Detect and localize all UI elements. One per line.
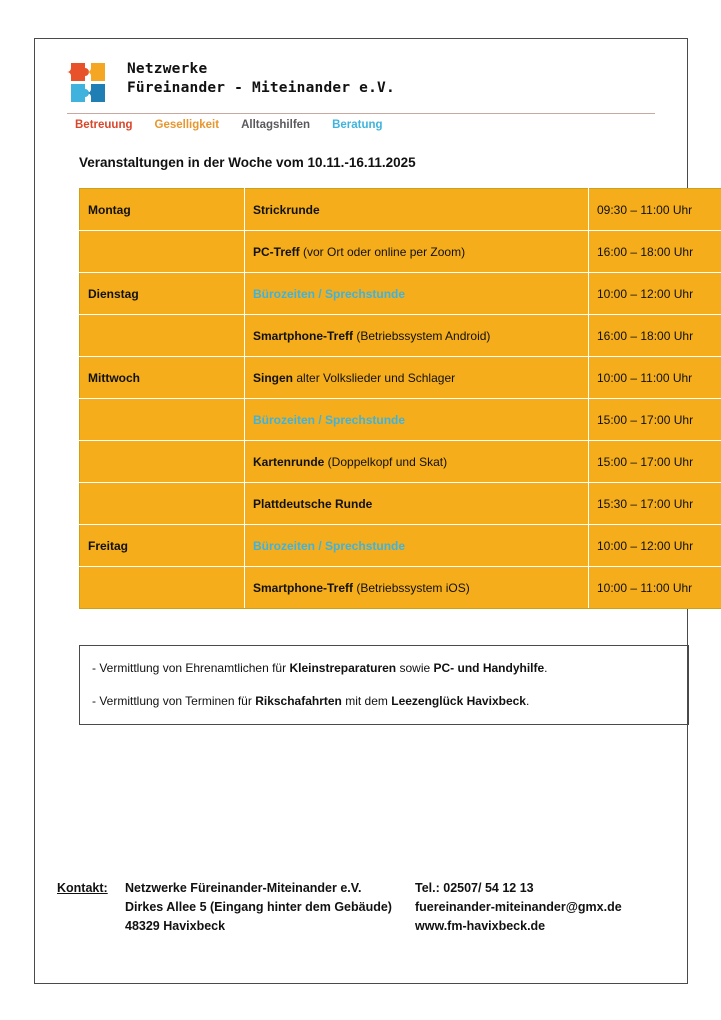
note2-part2: mit dem — [341, 694, 392, 708]
row-time: 16:00 – 18:00 Uhr — [589, 231, 721, 273]
row-event-bold: Bürozeiten / Sprechstunde — [253, 538, 406, 553]
org-name-line2: Füreinander - Miteinander e.V. — [127, 80, 395, 96]
contact-block — [57, 879, 622, 936]
row-event-bold: Plattdeutsche Runde — [253, 496, 373, 511]
contact-address-line1: Netzwerke Füreinander-Miteinander e.V. — [125, 881, 362, 895]
note1-bold1: Kleinstreparaturen — [289, 661, 397, 675]
row-day — [80, 315, 245, 357]
row-event-bold: Strickrunde — [253, 202, 320, 217]
note2-part1: - Vermittlung von Terminen für — [92, 694, 256, 708]
table-row — [80, 315, 721, 357]
contact-phone: Tel.: 02507/ 54 12 13 — [415, 881, 534, 895]
row-event-rest: (vor Ort oder online per Zoom) — [299, 244, 466, 259]
org-name — [127, 57, 395, 98]
row-day — [80, 483, 245, 525]
org-name-line1: Netzwerke — [127, 61, 208, 77]
puzzle-logo-icon — [67, 59, 113, 107]
row-event-bold: Smartphone-Treff — [253, 580, 354, 595]
note-item — [92, 660, 674, 677]
row-event-bold: Bürozeiten / Sprechstunde — [253, 286, 406, 301]
row-day — [80, 399, 245, 441]
note1-part3: . — [544, 661, 548, 675]
row-time: 15:30 – 17:00 Uhr — [589, 483, 721, 525]
row-event-bold: Bürozeiten / Sprechstunde — [253, 412, 406, 427]
contact-row-2 — [57, 898, 622, 917]
row-event — [245, 567, 589, 609]
row-event-rest: (Betriebssystem Android) — [353, 328, 491, 343]
row-day: Freitag — [80, 525, 245, 567]
page-title: Veranstaltungen in der Woche vom 10.11.-16.11.2025 — [79, 155, 416, 170]
flyer-page — [34, 38, 694, 984]
row-event-bold: Smartphone-Treff — [253, 328, 354, 343]
row-time: 16:00 – 18:00 Uhr — [589, 315, 721, 357]
nav-item-alltagshilfen[interactable]: Alltagshilfen — [241, 119, 311, 131]
note1-bold2: PC- und Handyhilfe — [433, 661, 545, 675]
row-time: 15:00 – 17:00 Uhr — [589, 441, 721, 483]
schedule-body — [80, 189, 721, 609]
row-day: Montag — [80, 189, 245, 231]
row-event — [245, 483, 589, 525]
table-row — [80, 567, 721, 609]
row-event — [245, 273, 589, 315]
row-event-bold: PC-Treff — [253, 244, 300, 259]
note2-part3: . — [525, 694, 530, 708]
contact-address-line2: Dirkes Allee 5 (Eingang hinter dem Gebäude) — [125, 900, 392, 914]
page-content — [57, 57, 694, 725]
contact-email[interactable]: fuereinander-miteinander@gmx.de — [415, 900, 622, 914]
table-row — [80, 189, 721, 231]
row-event — [245, 231, 589, 273]
row-time: 15:00 – 17:00 Uhr — [589, 399, 721, 441]
row-day: Mittwoch — [80, 357, 245, 399]
row-time: 10:00 – 12:00 Uhr — [589, 525, 721, 567]
header — [57, 57, 665, 107]
contact-label-spacer — [57, 898, 125, 917]
row-event — [245, 189, 589, 231]
row-day: Dienstag — [80, 273, 245, 315]
contact-row-1 — [57, 879, 622, 898]
table-row — [80, 399, 721, 441]
note2-bold2: Leezenglück Havixbeck — [391, 694, 526, 708]
row-event-bold: Kartenrunde — [253, 454, 325, 469]
row-event-rest: (Doppelkopf und Skat) — [324, 454, 448, 469]
row-event — [245, 525, 589, 567]
row-day — [80, 567, 245, 609]
note1-part1: - Vermittlung von Ehrenamtlichen für — [92, 661, 290, 675]
row-time: 10:00 – 12:00 Uhr — [589, 273, 721, 315]
nav-item-beratung[interactable]: Beratung — [332, 119, 383, 131]
note-item — [92, 693, 674, 710]
nav-item-betreuung[interactable]: Betreuung — [75, 119, 133, 131]
table-row — [80, 357, 721, 399]
nav-item-geselligkeit[interactable]: Geselligkeit — [154, 119, 220, 131]
row-event — [245, 315, 589, 357]
note2-bold1: Rikschafahrten — [255, 694, 342, 708]
table-row — [80, 483, 721, 525]
table-row — [80, 525, 721, 567]
row-time: 10:00 – 11:00 Uhr — [589, 357, 721, 399]
contact-row-3 — [57, 917, 622, 936]
row-event-bold: Singen — [253, 370, 294, 385]
contact-address-line3: 48329 Havixbeck — [125, 919, 226, 933]
row-day — [80, 231, 245, 273]
row-time: 09:30 – 11:00 Uhr — [589, 189, 721, 231]
row-event — [245, 441, 589, 483]
schedule-table — [79, 188, 721, 609]
table-row — [80, 231, 721, 273]
contact-label: Kontakt: — [57, 881, 108, 895]
nav-bar — [57, 114, 665, 131]
table-row — [80, 273, 721, 315]
row-event — [245, 399, 589, 441]
contact-website[interactable]: www.fm-havixbeck.de — [415, 919, 546, 933]
table-row — [80, 441, 721, 483]
row-time: 10:00 – 11:00 Uhr — [589, 567, 721, 609]
row-event — [245, 357, 589, 399]
row-day — [80, 441, 245, 483]
contact-label-spacer — [57, 917, 125, 936]
note1-part2: sowie — [396, 661, 434, 675]
row-event-rest: (Betriebssystem iOS) — [353, 580, 470, 595]
notes-box — [79, 645, 689, 725]
row-event-rest: alter Volkslieder und Schlager — [293, 370, 456, 385]
